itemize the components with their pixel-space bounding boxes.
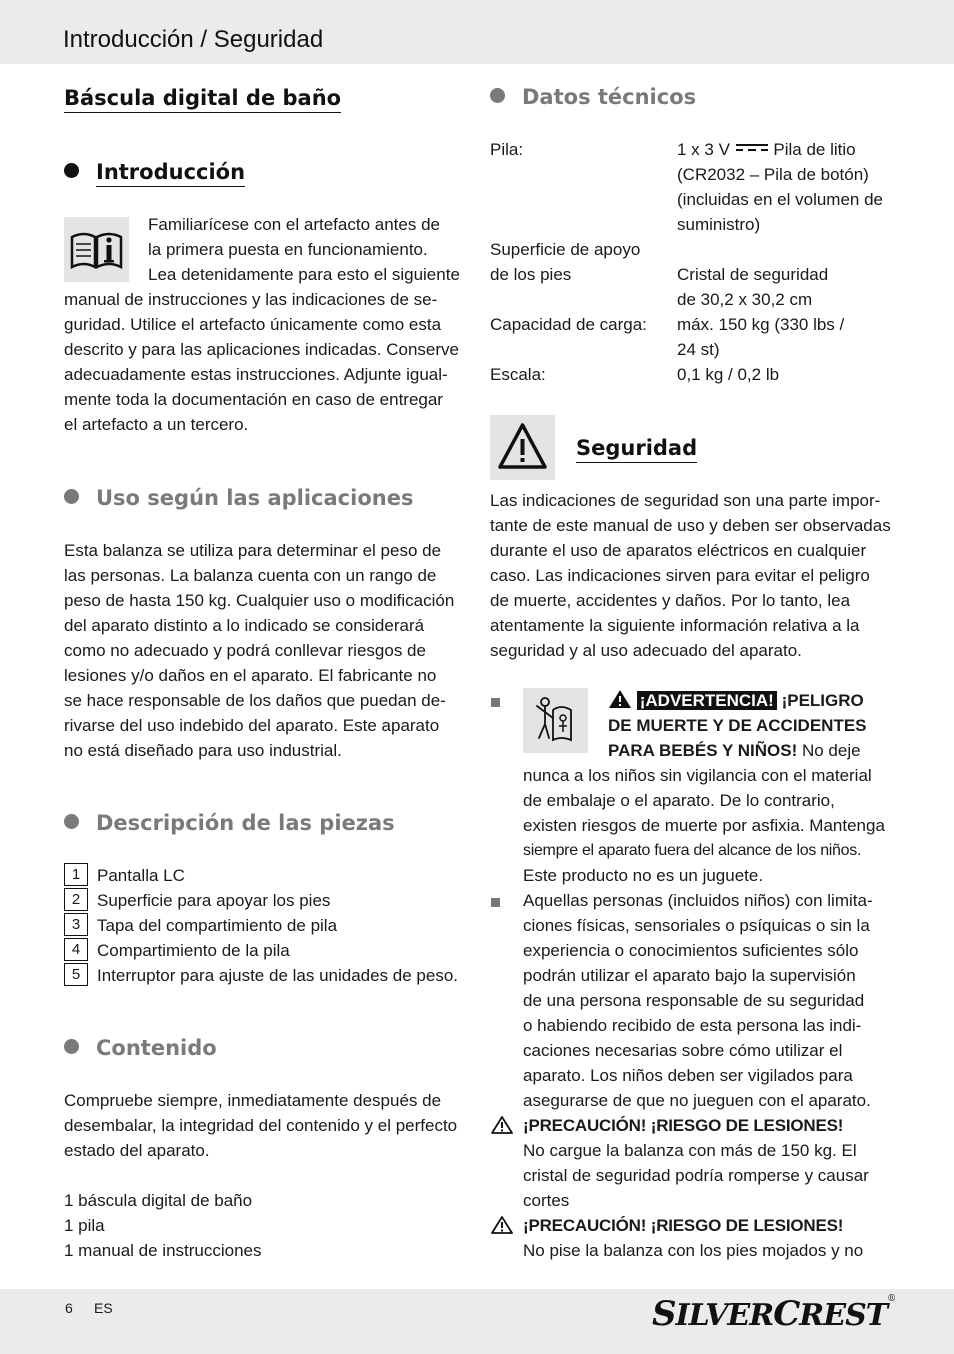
logo-letter: C	[773, 1294, 800, 1334]
list-item: 1 manual de instrucciones	[64, 1241, 262, 1260]
warning-line-1	[608, 688, 898, 713]
use-heading	[64, 486, 413, 510]
warning-bold-text: ¡PELIGRO	[781, 691, 864, 710]
text-line: caso. Las indicaciones sirven para evitar el peligro	[490, 566, 870, 585]
tech-capacity-value	[677, 312, 897, 362]
caution-2	[523, 1213, 898, 1263]
bullet-icon	[64, 1039, 79, 1054]
warning-badge: ¡ADVERTENCIA!	[637, 691, 777, 710]
use-heading-text: Uso según las aplicaciones	[96, 486, 414, 510]
tech-scale-label: Escala:	[490, 365, 546, 384]
tech-scale-value: 0,1 kg / 0,2 lb	[677, 365, 780, 384]
text-line: seguridad y al uso adecuado del aparato.	[490, 641, 802, 660]
warning-bold-text: DE MUERTE Y DE ACCIDENTES	[608, 716, 867, 735]
text-line: mente toda la documentación en caso de entregar	[64, 390, 443, 409]
tech-label-line: de los pies	[490, 265, 572, 284]
text-line: no está diseñado para uso industrial.	[64, 741, 342, 760]
intro-paragraph	[64, 287, 474, 437]
tech-capacity-label: Capacidad de carga:	[490, 315, 647, 334]
main-title: Báscula digital de baño	[64, 86, 341, 113]
part-number: 2	[64, 888, 88, 911]
text-line: ciones físicas, sensoriales o psíquicas o sin la	[523, 916, 870, 935]
warning-bold-text: PARA BEBÉS Y NIÑOS!	[608, 741, 798, 760]
text-line: se hace responsable de los daños que puedan de-	[64, 691, 446, 710]
caution-triangle-icon	[490, 1115, 514, 1135]
battery-type-text: Pila de litio	[773, 140, 856, 159]
text-line: lesiones y/o daños en el aparato. El fabricante no	[64, 666, 437, 685]
manual-info-icon	[64, 217, 129, 282]
text-line: Aquellas personas (incluidos niños) con limita-	[523, 891, 873, 910]
text-line: asegurarse de que no jueguen con el aparato.	[523, 1091, 871, 1110]
text-line: guridad. Utilice el artefacto únicamente como esta	[64, 315, 442, 334]
tech-value-line: (incluidas en el volumen de	[677, 190, 884, 209]
part-label: Tapa del compartimiento de pila	[97, 916, 338, 935]
text-line: Las indicaciones de seguridad son una parte impor-	[490, 491, 881, 510]
text-line: atentamente la siguiente información relativa a la	[490, 616, 860, 635]
dc-current-icon	[735, 143, 769, 153]
text-line: Este producto no es un juguete.	[523, 866, 764, 885]
text-line: la primera puesta en funcionamiento.	[148, 240, 428, 259]
text-line: descrito y para las aplicaciones indicadas. Conserve	[64, 340, 459, 359]
part-label: Interruptor para ajuste de las unidades de peso.	[97, 966, 459, 985]
bullet-icon	[64, 163, 79, 178]
text-line: aparato. Los niños deben ser vigilados para	[523, 1066, 853, 1085]
voltage-text: 1 x 3 V	[677, 140, 730, 159]
bullet-icon	[490, 88, 505, 103]
part-item	[64, 863, 474, 888]
tech-value-line: máx. 150 kg (330 lbs /	[677, 315, 845, 334]
logo-letter: S	[652, 1294, 676, 1334]
tech-battery-line	[677, 137, 897, 162]
text-line: cristal de seguridad podría romperse y causar	[523, 1166, 869, 1185]
text-line: peso de hasta 150 kg. Cualquier uso o modificación	[64, 591, 455, 610]
part-item	[64, 963, 474, 988]
text-line: adecuadamente estas instrucciones. Adjunte igual-	[64, 365, 448, 384]
text-line: Esta balanza se utiliza para determinar el peso de	[64, 541, 442, 560]
tech-value-line: (CR2032 – Pila de botón)	[677, 165, 869, 184]
contents-heading-text: Contenido	[96, 1036, 217, 1060]
list-item: 1 báscula digital de baño	[64, 1191, 253, 1210]
square-bullet-icon	[491, 898, 500, 907]
registered-mark: ®	[887, 1294, 896, 1304]
part-number: 1	[64, 863, 88, 886]
caution-1	[523, 1113, 898, 1213]
parts-heading	[64, 811, 395, 835]
safety-heading	[576, 436, 697, 460]
text-line: Familiarícese con el artefacto antes de	[148, 215, 440, 234]
bullet-icon	[64, 489, 79, 504]
tech-value-line: 24 st)	[677, 340, 720, 359]
part-item	[64, 888, 474, 913]
bullet-icon	[64, 814, 79, 829]
caution-title: ¡PRECAUCIÓN! ¡RIESGO DE LESIONES!	[523, 1116, 844, 1135]
part-number: 3	[64, 913, 88, 936]
warning-triangle-icon	[490, 415, 555, 480]
caution-title: ¡PRECAUCIÓN! ¡RIESGO DE LESIONES!	[523, 1216, 844, 1235]
text-line: rivarse del uso indebido del aparato. Este aparato	[64, 716, 440, 735]
text-line: siempre el aparato fuera del alcance de los niños.	[523, 842, 862, 859]
safety-heading-text: Seguridad	[576, 436, 697, 463]
use-paragraph	[64, 538, 474, 763]
contents-heading	[64, 1036, 217, 1060]
intro-heading-text: Introducción	[96, 160, 245, 187]
text-line: cortes	[523, 1191, 570, 1210]
logo-letters: REST	[799, 1298, 888, 1333]
text-line: como no adecuado y podrá conllevar riesgos de	[64, 641, 426, 660]
text-line: durante el uso de aparatos eléctricos en cualquier	[490, 541, 867, 560]
page-header-title: Introducción / Seguridad	[63, 26, 324, 53]
warning-body	[523, 763, 898, 888]
intro-paragraph-wrapped	[148, 212, 468, 287]
warning-small-icon	[608, 689, 632, 709]
text-line: Compruebe siempre, inmediatamente después de	[64, 1091, 442, 1110]
tech-heading	[490, 85, 696, 109]
part-item	[64, 938, 474, 963]
text-line: o habiendo recibido de esta persona las indi-	[523, 1016, 862, 1035]
warning-line-3	[608, 738, 898, 763]
text-line: las personas. La balanza cuenta con un rango de	[64, 566, 437, 585]
text-line: No cargue la balanza con más de 150 kg. El	[523, 1141, 857, 1160]
text-line: existen riesgos de muerte por asfixia. Mantenga	[523, 816, 885, 835]
part-label: Pantalla LC	[97, 866, 185, 885]
text-line: estado del aparato.	[64, 1141, 210, 1160]
part-number: 4	[64, 938, 88, 961]
text-line: de muerte, accidentes y daños. Por lo tanto, lea	[490, 591, 851, 610]
language-code: ES	[94, 1300, 113, 1316]
text-line: de embalaje o el aparato. De lo contrario,	[523, 791, 835, 810]
silvercrest-logo	[652, 1294, 895, 1334]
contents-list	[64, 1188, 474, 1263]
text-line: No pise la balanza con los pies mojados y no	[523, 1241, 864, 1260]
part-item	[64, 913, 474, 938]
persons-paragraph	[523, 888, 898, 1113]
text-line: desembalar, la integridad del contenido y el perfecto	[64, 1116, 458, 1135]
text-line: del aparato distinto a lo indicado se considerará	[64, 616, 425, 635]
text-line: caciones necesarias sobre cómo utilizar el	[523, 1041, 843, 1060]
tech-surface-value	[677, 262, 897, 312]
tech-battery-value	[677, 137, 897, 237]
text-line: tante de este manual de uso y deben ser observadas	[490, 516, 891, 535]
text-line: podrán utilizar el aparato bajo la supervisión	[523, 966, 856, 985]
text-line: Lea detenidamente para esto el siguiente	[148, 265, 460, 284]
tech-value-line: suministro)	[677, 215, 761, 234]
warning-heading-block	[608, 688, 898, 763]
warning-tail-text: No deje	[797, 741, 861, 760]
tech-heading-text: Datos técnicos	[522, 85, 697, 109]
contents-paragraph	[64, 1088, 474, 1163]
tech-value-line: Cristal de seguridad	[677, 265, 829, 284]
tech-value-line: de 30,2 x 30,2 cm	[677, 290, 813, 309]
list-item: 1 pila	[64, 1216, 105, 1235]
text-line: nunca a los niños sin vigilancia con el material	[523, 766, 872, 785]
tech-battery-label: Pila:	[490, 140, 524, 159]
text-line: de una persona responsable de su seguridad	[523, 991, 865, 1010]
logo-letters: ILVER	[675, 1298, 774, 1333]
text-line: manual de instrucciones y las indicaciones de se-	[64, 290, 438, 309]
square-bullet-icon	[491, 698, 500, 707]
caution-triangle-icon	[490, 1215, 514, 1235]
intro-heading	[64, 160, 245, 184]
part-label: Superficie para apoyar los pies	[97, 891, 331, 910]
tech-surface-label	[490, 237, 640, 287]
page-number: 6	[65, 1300, 73, 1316]
text-line: el artefacto a un tercero.	[64, 415, 249, 434]
part-label: Compartimiento de la pila	[97, 941, 290, 960]
part-number: 5	[64, 963, 88, 986]
safety-paragraph	[490, 488, 900, 663]
child-warning-icon	[523, 688, 588, 753]
tech-label-line: Superficie de apoyo	[490, 240, 641, 259]
text-line: experiencia o conocimientos suficientes sólo	[523, 941, 859, 960]
parts-heading-text: Descripción de las piezas	[96, 811, 395, 835]
